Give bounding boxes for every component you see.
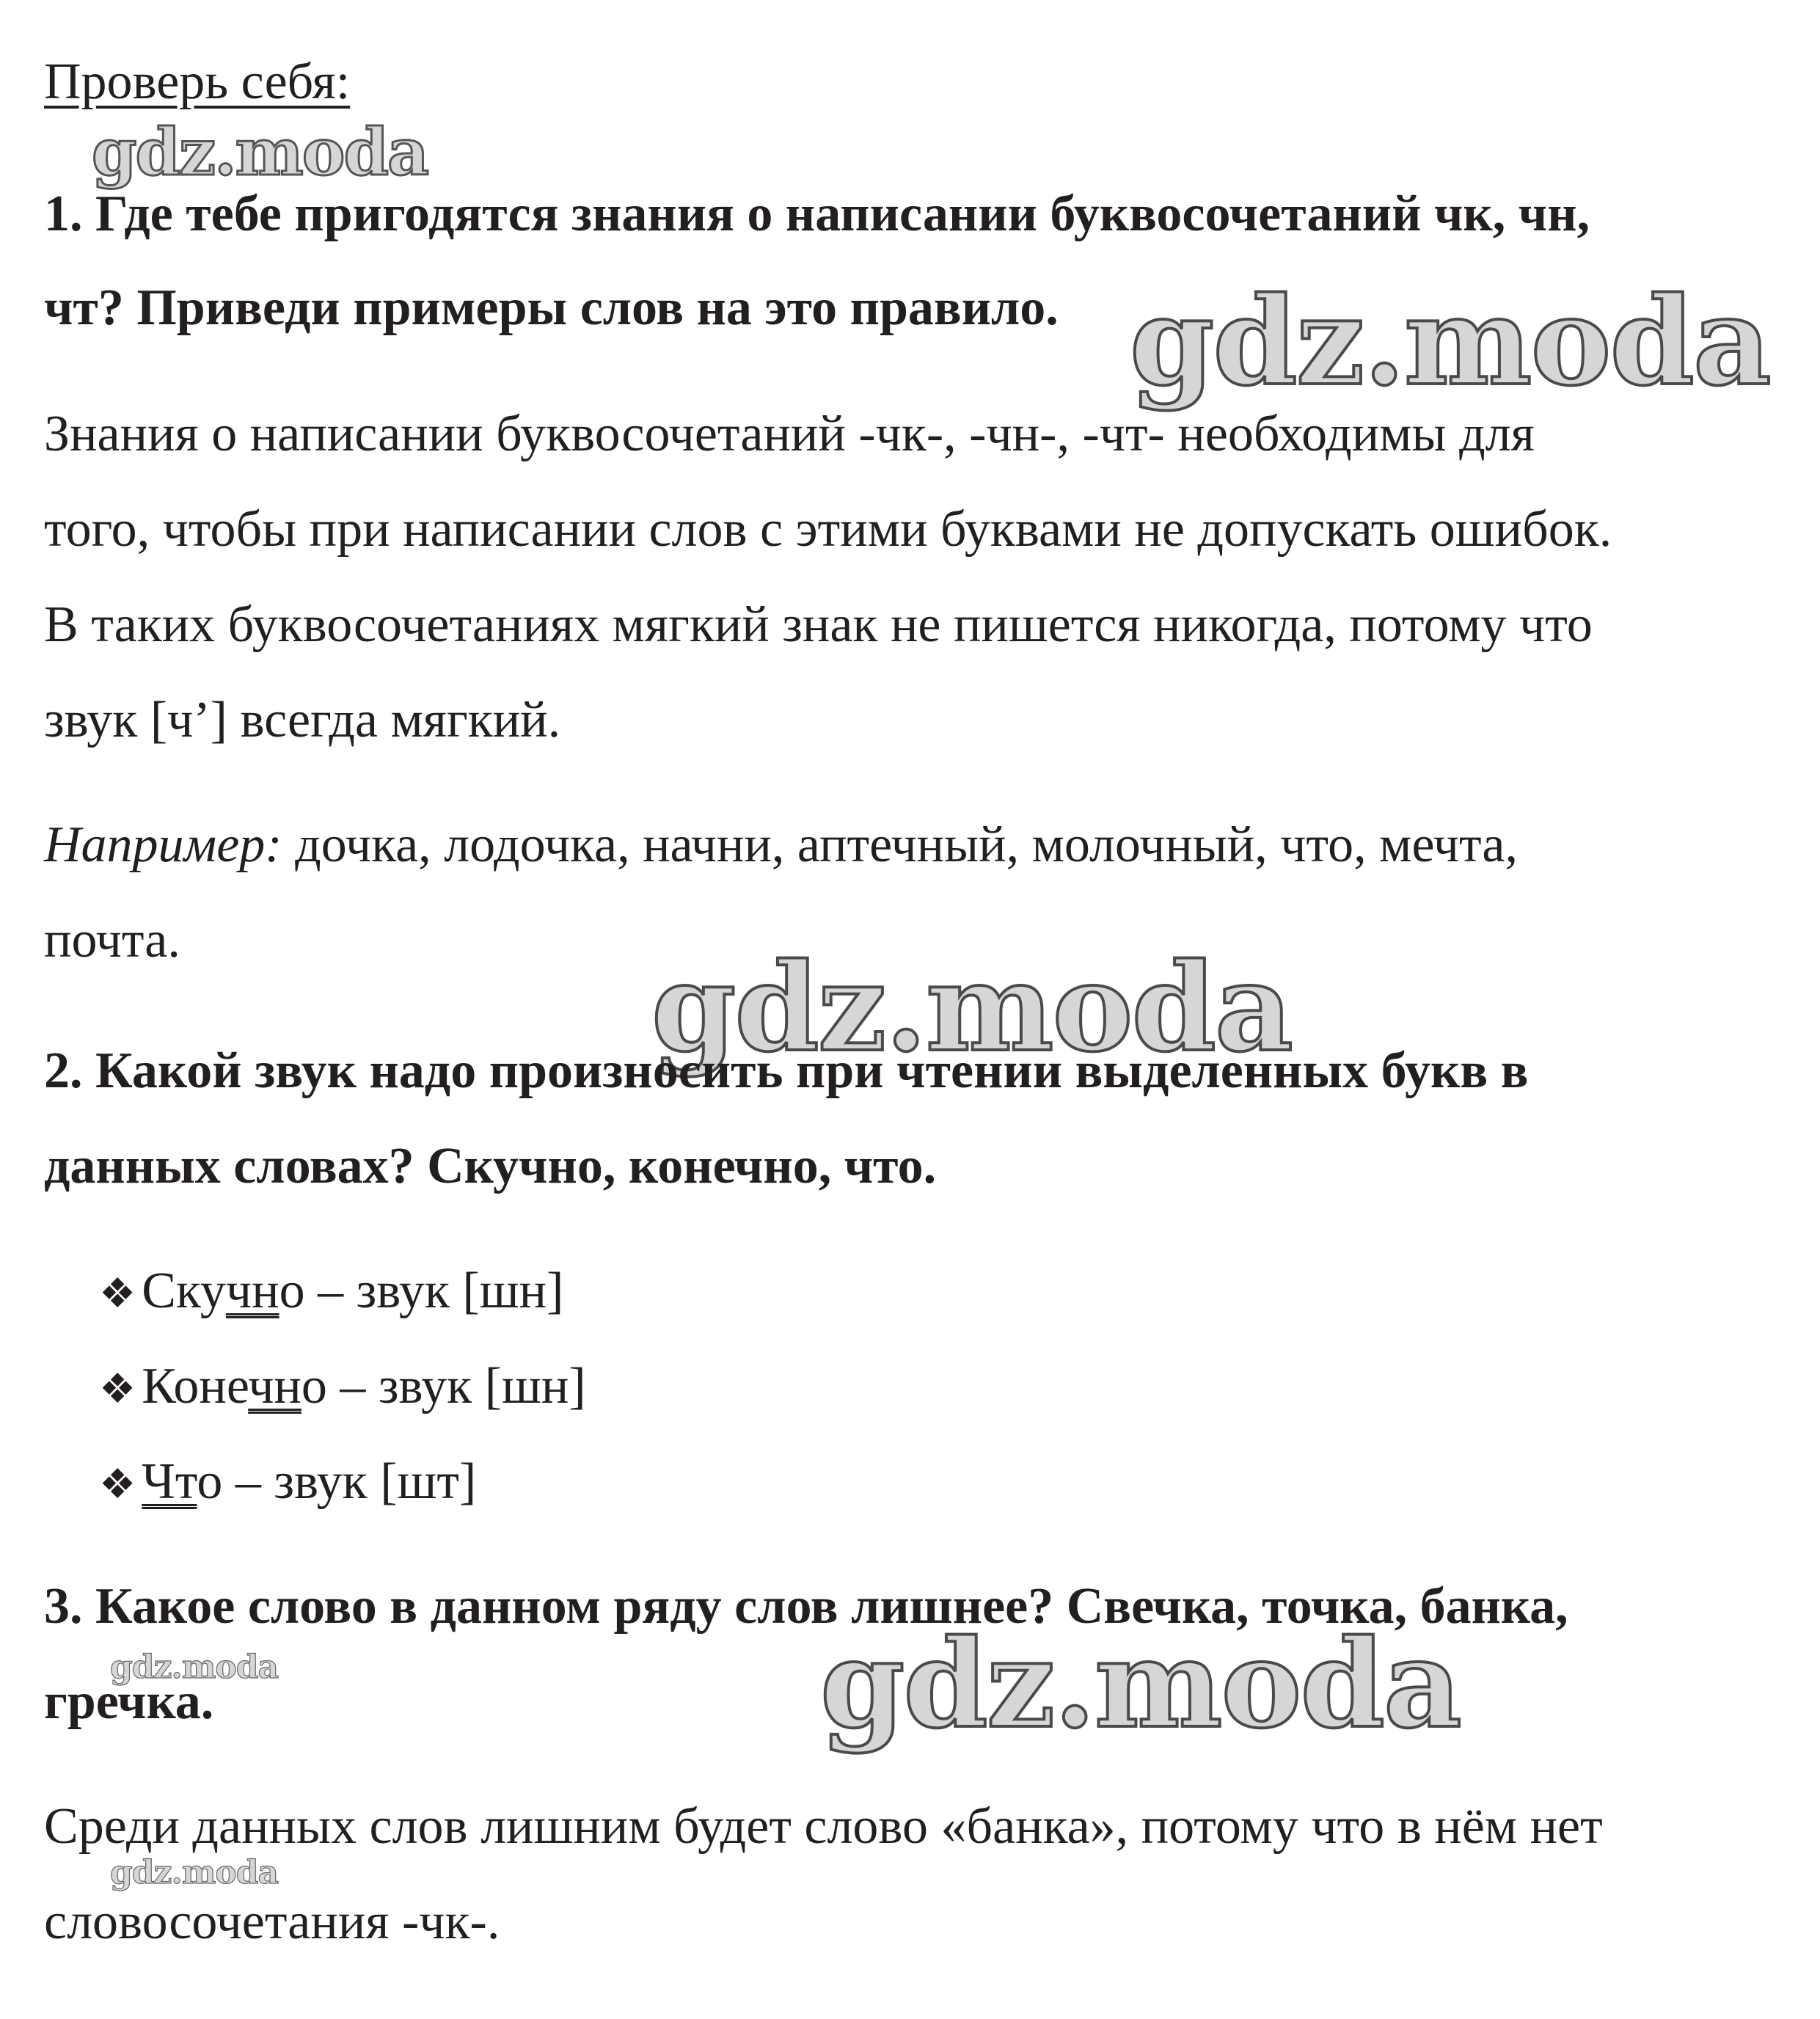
- bullet-item: [99, 1453, 476, 1514]
- highlighted-letters: чн: [248, 1358, 301, 1414]
- page-heading: Проверь себя:: [44, 54, 351, 110]
- question-3-line-1: 3. Какое слово в данном ряду слов лишнее? Свечка, точка, банка,: [44, 1578, 1568, 1635]
- watermark: gdz.moda: [1130, 270, 1770, 412]
- answer-1-line-2: того, чтобы при написании слов с этими буквами не допускать ошибок.: [44, 501, 1612, 558]
- example-line-2: почта.: [44, 912, 180, 968]
- watermark: gdz.moda: [651, 936, 1292, 1078]
- bullet-word-end: о – звук [шн]: [279, 1263, 564, 1319]
- highlighted-letters: чн: [225, 1263, 279, 1319]
- watermark: gdz.moda: [820, 1613, 1461, 1755]
- bullet-item: [99, 1357, 586, 1419]
- diamond-bullet-icon: ❖: [99, 1367, 136, 1412]
- watermark: gdz.moda: [92, 114, 428, 190]
- answer-1-line-3: В таких буквосочетаниях мягкий знак не пишется никогда, потому что: [44, 596, 1593, 653]
- question-3-line-2: гречка.: [44, 1673, 214, 1730]
- watermark: gdz.moda: [110, 1649, 279, 1686]
- example-line-1: [44, 816, 1518, 875]
- diamond-bullet-icon: ❖: [99, 1462, 136, 1508]
- question-2-line-1: 2. Какой звук надо произносить при чтении выделенных букв в: [44, 1043, 1529, 1099]
- bullet-item: [99, 1262, 563, 1324]
- example-words: дочка, лодочка, начни, аптечный, молочный, что, мечта,: [282, 817, 1518, 873]
- question-1-line-1: 1. Где тебе пригодятся знания о написании буквосочетаний чк, чн,: [44, 186, 1590, 242]
- bullet-word-start: Ску: [142, 1263, 226, 1319]
- example-label: Например:: [44, 817, 282, 873]
- answer-3-line-1: Среди данных слов лишним будет слово «банка», потому что в нём нет: [44, 1798, 1603, 1855]
- question-2-line-2: данных словах? Скучно, конечно, что.: [44, 1138, 937, 1194]
- answer-1-line-1: Знания о написании буквосочетаний -чк-, -чн-, -чт- необходимы для: [44, 406, 1535, 462]
- diamond-bullet-icon: ❖: [99, 1271, 136, 1317]
- answer-3-line-2: словосочетания -чк-.: [44, 1894, 500, 1950]
- question-1-line-2: чт? Приведи примеры слов на это правило.: [44, 280, 1059, 336]
- bullet-word-end: о – звук [шн]: [301, 1358, 586, 1414]
- answer-1-line-4: звук [ч’] всегда мягкий.: [44, 692, 561, 748]
- watermark: gdz.moda: [110, 1854, 279, 1891]
- bullet-word-end: о – звук [шт]: [197, 1453, 477, 1510]
- bullet-word-start: Коне: [142, 1358, 249, 1414]
- highlighted-letters: Чт: [142, 1453, 197, 1510]
